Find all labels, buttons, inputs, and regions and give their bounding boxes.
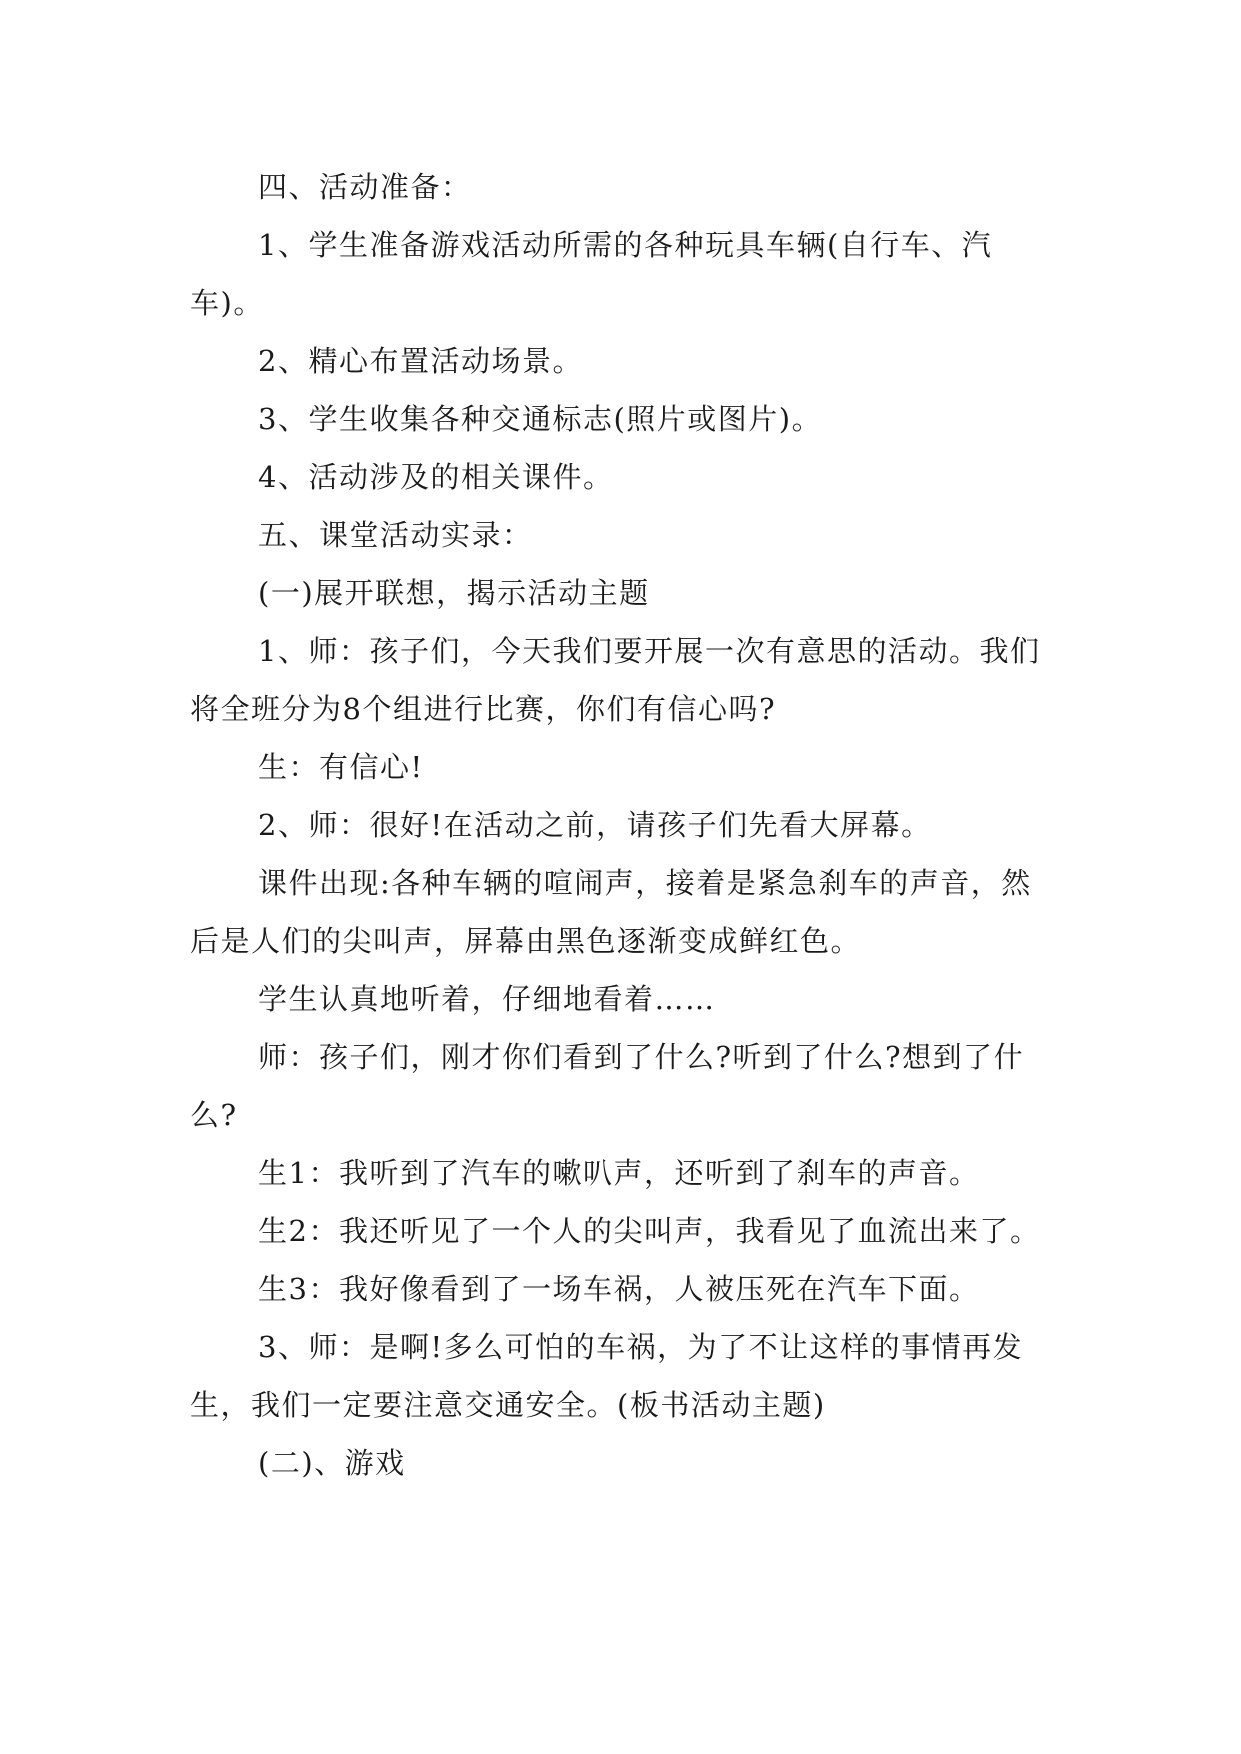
paragraph-teacher-question: 师：孩子们，刚才你们看到了什么?听到了什么?想到了什么?	[190, 1040, 1025, 1132]
paragraph-section-four-heading: 四、活动准备：	[258, 170, 472, 204]
paragraph-students-watching: 学生认真地听着，仔细地看着……	[258, 982, 716, 1016]
paragraph-prep-item-1: 1、学生准备游戏活动所需的各种玩具车辆(自行车、汽车)。	[190, 228, 993, 320]
paragraph-subsection-two-heading: (二)、游戏	[258, 1446, 406, 1480]
paragraph-prep-item-3: 3、学生收集各种交通标志(照片或图片)。	[258, 402, 823, 436]
paragraph-subsection-one-heading: (一)展开联想，揭示活动主题	[258, 576, 650, 610]
paragraph-courseware-description: 课件出现:各种车辆的喧闹声，接着是紧急刹车的声音，然后是人们的尖叫声，屏幕由黑色逐渐变成鲜红色。	[190, 866, 1032, 958]
paragraph-teacher-line-3: 3、师：是啊!多么可怕的车祸，为了不让这样的事情再发生，我们一定要注意交通安全。(板书活动主题)	[190, 1330, 1024, 1422]
paragraph-prep-item-2: 2、精心布置活动场景。	[258, 344, 583, 378]
paragraph-teacher-line-1: 1、师：孩子们，今天我们要开展一次有意思的活动。我们将全班分为8个组进行比赛，你们有信心吗?	[190, 634, 1041, 726]
document-body	[190, 158, 1052, 1492]
paragraph-student-1-answer: 生1：我听到了汽车的嗽叭声，还听到了刹车的声音。	[258, 1156, 980, 1190]
paragraph-teacher-line-2: 2、师：很好!在活动之前，请孩子们先看大屏幕。	[258, 808, 932, 842]
paragraph-prep-item-4: 4、活动涉及的相关课件。	[258, 460, 614, 494]
paragraph-section-five-heading: 五、课堂活动实录：	[258, 518, 533, 552]
paragraph-student-3-answer: 生3：我好像看到了一场车祸，人被压死在汽车下面。	[258, 1272, 980, 1306]
paragraph-student-2-answer: 生2：我还听见了一个人的尖叫声，我看见了血流出来了。	[258, 1214, 1041, 1248]
paragraph-student-reply: 生：有信心!	[258, 750, 424, 784]
